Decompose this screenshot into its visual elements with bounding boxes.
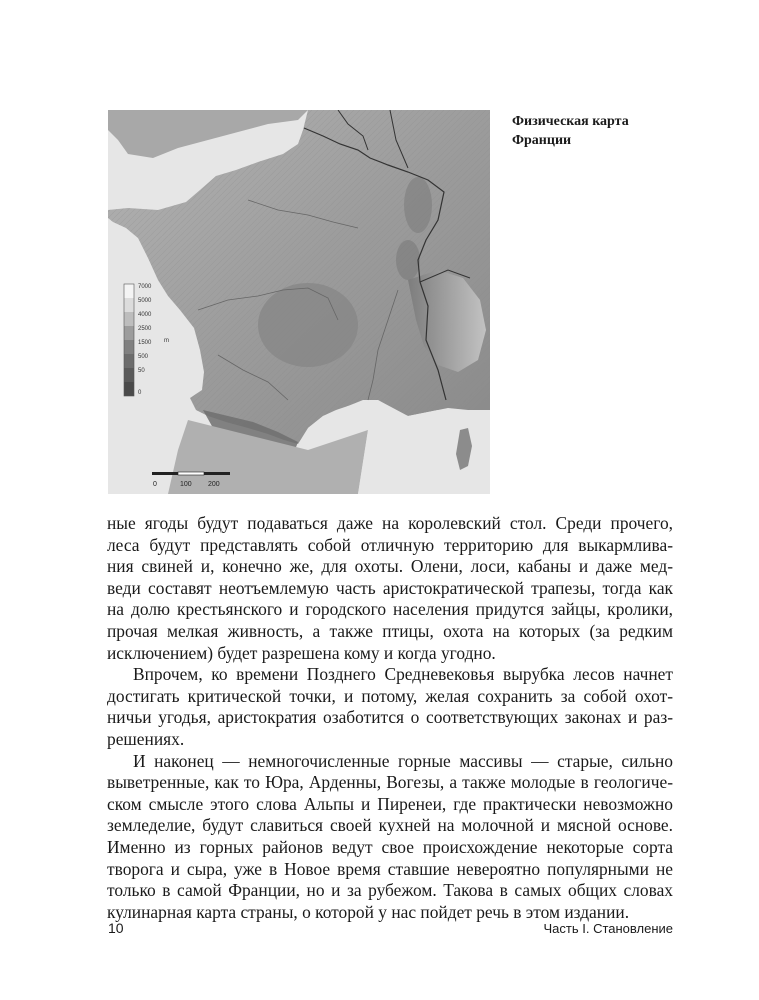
text-line: ния свиней и, конечно же, для охоты. Олени, лоси, кабаны и даже мед- xyxy=(107,556,673,577)
page-number: 10 xyxy=(108,920,124,936)
massif-central xyxy=(258,283,358,367)
text-line: ные ягоды будут подаваться даже на королевский стол. Среди прочего, xyxy=(107,513,673,533)
scale-tick: 200 xyxy=(208,481,220,488)
jura xyxy=(396,240,420,280)
text-line: прочая мелкая живность, а также птицы, охота на которых (за редким xyxy=(107,620,673,641)
caption-line: Физическая карта xyxy=(512,114,629,129)
text-line: ском смысле этого слова Альпы и Пиренеи, где практически невозможно xyxy=(107,793,673,814)
legend-tick: 0 xyxy=(138,390,142,396)
body-text xyxy=(107,513,673,923)
text-line: леса будут представлять собой отличную территорию для выкармлива- xyxy=(107,534,673,555)
legend-color-2 xyxy=(124,312,134,326)
text-line: кулинарная карта страны, о которой у нас пойдет речь в этом издании. xyxy=(107,901,630,922)
text-line: творога и сыра, уже в Новое время ставшие невероятно популярными не xyxy=(107,858,673,879)
legend-color-7 xyxy=(124,382,134,396)
running-footer-chapter: Часть I. Становление xyxy=(543,921,673,936)
caption-line: Франции xyxy=(512,133,572,148)
text-line: только в самой Франции, но и за рубежом. Такова в самых общих словах xyxy=(107,880,673,901)
legend-tick: 500 xyxy=(138,354,149,360)
scale-tick: 0 xyxy=(153,481,157,488)
legend-tick: 1500 xyxy=(138,340,152,346)
vosges xyxy=(404,177,432,233)
legend-color-6 xyxy=(124,368,134,382)
legend-tick: 2500 xyxy=(138,326,152,332)
physical-map-of-france xyxy=(108,110,490,494)
legend-color-1 xyxy=(124,298,134,312)
text-line: на долю крестьянского и городского населения придутся зайцы, кролики, xyxy=(107,599,673,620)
scale-tick: 100 xyxy=(180,481,192,488)
text-line: Именно из горных районов ведут свое происхождение некоторые сорта xyxy=(107,836,673,857)
legend-color-0 xyxy=(124,284,134,298)
text-line: достигать критической точки, и потому, желая сохранить за собой охот- xyxy=(107,685,673,706)
legend-unit: m xyxy=(164,338,169,344)
text-line: выветренные, как то Юра, Арденны, Вогезы, а также молодые в геологиче- xyxy=(107,772,673,793)
legend-tick: 50 xyxy=(138,368,145,374)
text-line: исключением) будет разрешена кому и когда угодно. xyxy=(107,642,496,663)
legend-tick: 5000 xyxy=(138,298,152,304)
text-line: И наконец — немногочисленные горные массивы — старые, сильно xyxy=(133,750,673,771)
legend-color-4 xyxy=(124,340,134,354)
legend-tick: 4000 xyxy=(138,312,152,318)
legend-color-5 xyxy=(124,354,134,368)
text-line: Впрочем, ко времени Позднего Средневековья вырубка лесов начнет xyxy=(133,664,673,685)
text-line: земледелие, будут славиться своей кухней на молочной и мясной основе. xyxy=(107,815,673,836)
text-line: решениях. xyxy=(107,728,185,749)
text-line: ничьи угодья, аристократия озаботится о соответствующих законах и раз- xyxy=(107,707,673,728)
map-caption xyxy=(512,112,692,150)
legend-tick: 7000 xyxy=(138,284,152,290)
legend-color-3 xyxy=(124,326,134,340)
text-line: веди составят неотъемлемую часть аристократической трапезы, тогда как xyxy=(107,577,673,598)
